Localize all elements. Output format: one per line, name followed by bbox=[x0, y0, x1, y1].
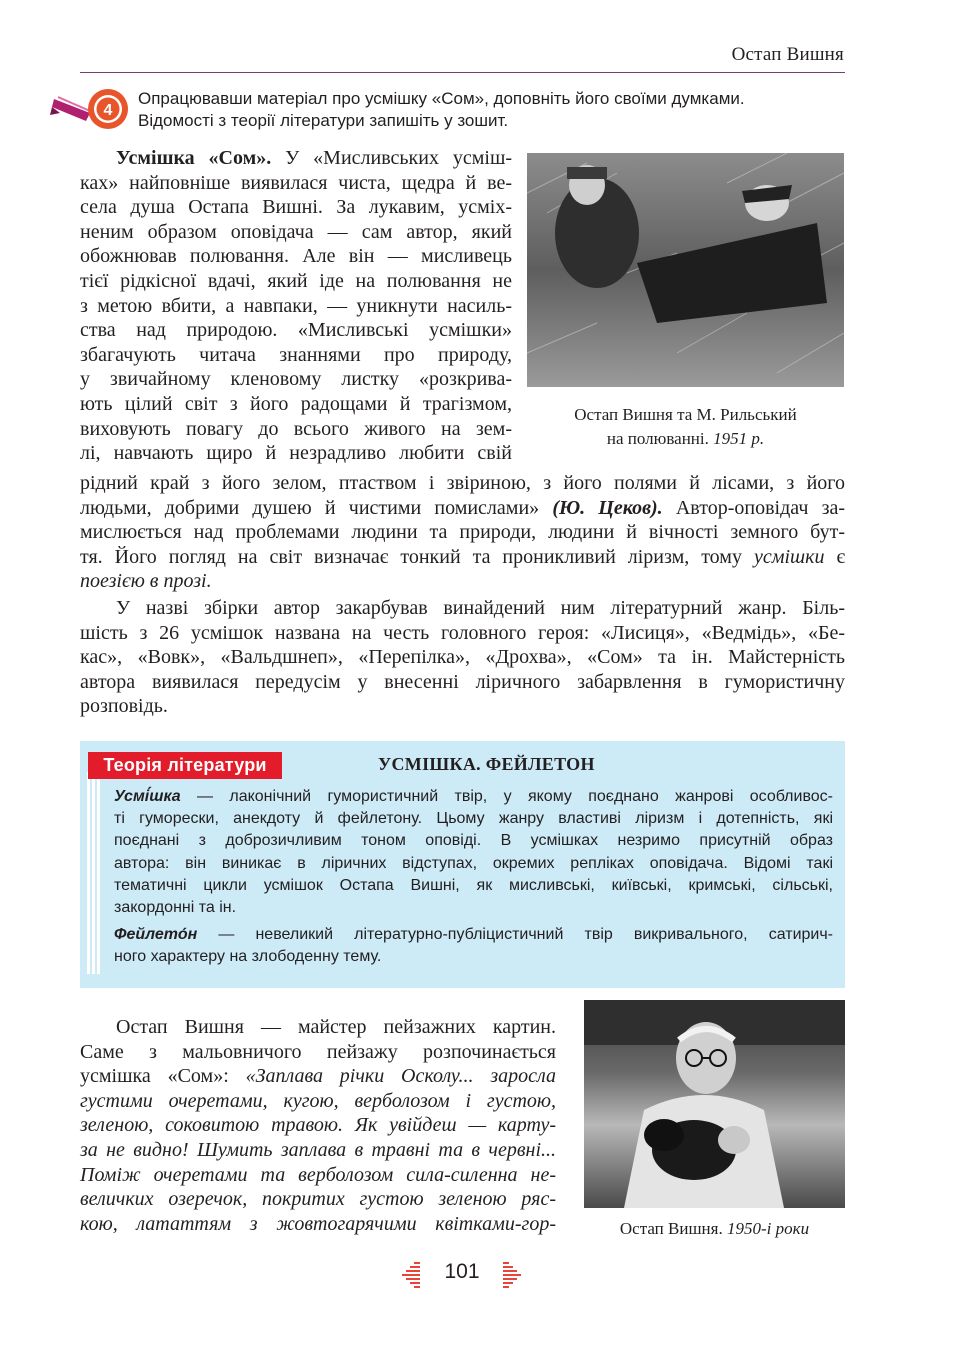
text-line: мислюється над проблемами людини та природи, людини й вічності земного бут- bbox=[80, 521, 845, 544]
text-line: Усмішка «Сом». У «Мисливських усміш- bbox=[116, 147, 512, 169]
text-line: автора: він виникає в ліричних відступах, окремих репліках оповідача. Відомі такі bbox=[114, 854, 833, 872]
task-instructions bbox=[138, 88, 850, 132]
text-line: обожнював полювання. Але він — мисливець bbox=[80, 245, 512, 268]
text-line: ках» найповніше виявилася чиста, щедра й ве- bbox=[80, 171, 512, 194]
task-line: Опрацювавши матеріал про усмішку «Сом», доповніть його своїми думками. bbox=[138, 89, 745, 108]
text-line: закордонні та ін. bbox=[114, 899, 237, 917]
text-line: виховують повагу до всього живого на зем- bbox=[80, 417, 512, 440]
text-line: Усмі́шка — лаконічний гумористичний твір, у якому поєднано жанрові особливос- bbox=[114, 788, 833, 805]
text-line: величких озеречок, покритих густою зеленою ряс- bbox=[80, 1188, 556, 1211]
theory-definition-usmishka bbox=[114, 786, 833, 919]
article-intro-continued bbox=[80, 471, 845, 594]
text-line: за не видно! Шумить заплава в травні та в червні... bbox=[80, 1138, 556, 1161]
caption-line: на полюванні. 1951 р. bbox=[606, 429, 765, 448]
caption-line: Остап Вишня та М. Рильський bbox=[574, 405, 797, 424]
text-line: рідний край з його зелом, птаством і звіриною, з його полями й лісами, з його bbox=[80, 472, 845, 494]
page-ornament-right-icon bbox=[503, 1260, 523, 1288]
text-line: тя. Його погляд на світ визначає тонкий та проникливий ліризм, тому усмішки є bbox=[80, 545, 846, 568]
page-ornament-left-icon bbox=[400, 1260, 420, 1288]
theory-definition-feileton bbox=[114, 924, 833, 968]
theory-badge: Теорія літератури bbox=[88, 752, 282, 779]
text-line: у звичайному кленовому листку «розкрива- bbox=[80, 368, 512, 391]
text-line: кас», «Вовк», «Вальдшнеп», «Перепілка», «Дрохва», «Сом» та ін. Майстерність bbox=[80, 646, 845, 669]
text-line: густими очеретами, кугою, верболозом і густою, bbox=[80, 1089, 556, 1112]
text-line: У назві збірки автор закарбував винайдений ним літературний жанр. Біль- bbox=[116, 597, 845, 619]
text-line: Фейлето́н — невеликий літературно-публіцистичний твір викривального, сатирич- bbox=[114, 926, 833, 943]
text-line: зеленою, соковитою травою. Як увійдеш — карту- bbox=[80, 1114, 556, 1137]
text-line: тематичні цикли усмішок Остапа Вишні, як мисливські, київські, кримські, сільські, bbox=[114, 876, 833, 894]
photo-hunting bbox=[527, 153, 844, 387]
running-header-author: Остап Вишня bbox=[731, 44, 844, 65]
text-line: збагачують читача знаннями про природу, bbox=[80, 343, 512, 366]
text-line: автора виявилася передусім у внесенні ліричного забарвлення в гумористичну bbox=[80, 670, 845, 693]
caption-line: Остап Вишня. 1950-і роки bbox=[619, 1219, 810, 1238]
theory-side-bar bbox=[87, 772, 101, 974]
theory-title: УСМІШКА. ФЕЙЛЕТОН bbox=[378, 754, 595, 774]
text-line: людьми, добрими душею й чистими помислами» (Ю. Цеков). Автор-оповідач за- bbox=[80, 496, 846, 519]
text-line: неним образом оповідача — сам автор, який bbox=[80, 220, 512, 243]
text-line: усмішка «Сом»: «Заплава річки Осколу... заросла bbox=[80, 1065, 557, 1088]
text-line: лі, навчають щиро й незрадливо любити свій bbox=[80, 442, 512, 465]
task-number: 4 bbox=[103, 102, 113, 119]
pen-task-icon bbox=[50, 83, 134, 131]
text-line: ного характеру на злободенну тему. bbox=[114, 948, 382, 966]
header-rule bbox=[80, 72, 845, 73]
text-line: ють цілий світ з його радощами й трагізмом, bbox=[80, 392, 512, 415]
photo-portrait-with-dog bbox=[584, 1000, 845, 1208]
photo-portrait-caption bbox=[584, 1217, 845, 1241]
task-line: Відомості з теорії літератури запишіть у зошит. bbox=[138, 111, 509, 130]
article-intro bbox=[80, 146, 512, 466]
page-number: 101 bbox=[444, 1260, 480, 1283]
text-line: поєднані з доброзичливим тоном оповіді. В усмішках незримо присутній образ bbox=[114, 832, 833, 850]
text-line: шість з 26 усмішок названа на честь головного героя: «Лисиця», «Ведмідь», «Бе- bbox=[80, 621, 845, 644]
text-line: Саме з мальовничого пейзажу розпочинається bbox=[80, 1040, 556, 1063]
photo-hunting-caption bbox=[527, 403, 844, 451]
text-line: Остап Вишня — майстер пейзажних картин. bbox=[116, 1016, 556, 1038]
text-line: з метою вбити, а навпаки, — уникнути насиль- bbox=[80, 294, 512, 317]
text-line: Поміж очеретами та верболозом сила-силенна не- bbox=[80, 1163, 556, 1186]
text-line: ства над природою. «Мисливські усмішки» bbox=[80, 319, 512, 342]
text-line: поезією в прозі. bbox=[80, 570, 212, 593]
text-line: ті гуморески, анекдоту й фейлетону. Цьому жанру властиві ліризм і дотепність, які bbox=[114, 810, 833, 828]
article-paragraph-2 bbox=[80, 596, 845, 719]
article-paragraph-3 bbox=[80, 1015, 556, 1236]
text-line: кою, лататтям з жовтогарячими квітками-гор- bbox=[80, 1212, 556, 1235]
text-line: тієї рідкісної вдачі, який іде на полювання не bbox=[80, 269, 512, 292]
text-line: розповідь. bbox=[80, 695, 168, 718]
text-line: села душа Остапа Вишні. За лукавим, усміх- bbox=[80, 196, 512, 219]
